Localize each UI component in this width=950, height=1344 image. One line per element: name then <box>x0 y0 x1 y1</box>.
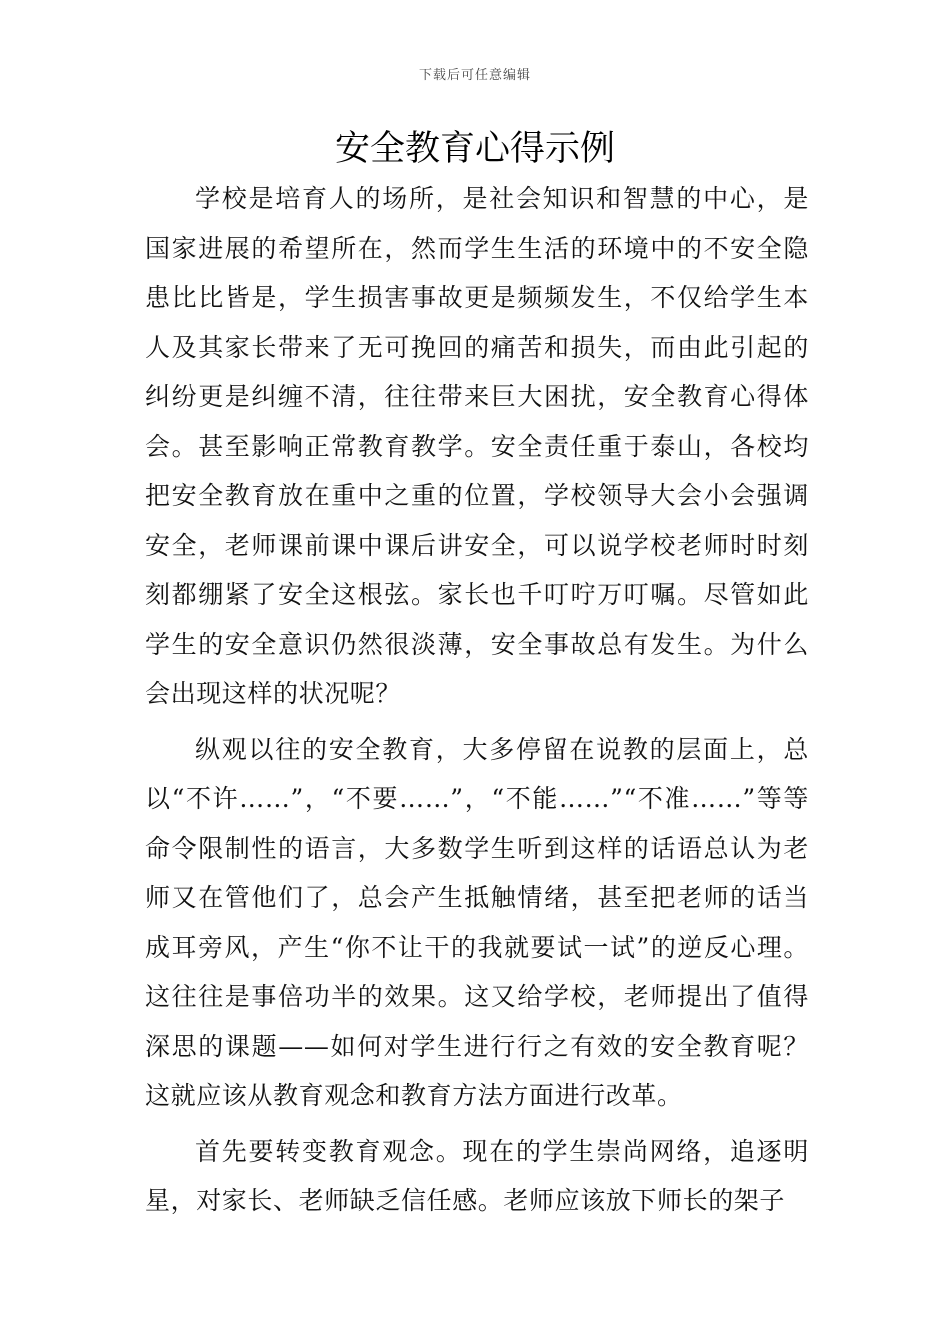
document-body <box>145 174 809 1232</box>
paragraph-3: 首先要转变教育观念。现在的学生崇尚网络，追逐明星，对家长、老师缺乏信任感。老师应该放下师长的架子 <box>145 1136 809 1215</box>
paragraph-2: 纵观以往的安全教育，大多停留在说教的层面上，总以“不许……”，“不要……”，“不能……”“不准……”等等命令限制性的语言，大多数学生听到这样的话语总认为老师又在管他们了，总会产生抵触情绪，甚至把老师的话当成耳旁风，产生“你不让干的我就要试一试”的逆反心理。这往往是事倍功半的效果。这又给学校，老师提出了值得深思的课题——如何对学生进行行之有效的安全教育呢？这就应该从教育观念和教育方法方面进行改革。 <box>145 734 809 1110</box>
paragraph-1: 学校是培育人的场所，是社会知识和智慧的中心，是国家进展的希望所在，然而学生生活的环境中的不安全隐患比比皆是，学生损害事故更是频频发生，不仅给学生本人及其家长带来了无可挽回的痛苦和损失，而由此引起的纠纷更是纠缠不清，往往带来巨大困扰，安全教育心得体会。甚至影响正常教育教学。安全责任重于泰山，各校均把安全教育放在重中之重的位置，学校领导大会小会强调安全，老师课前课中课后讲安全，可以说学校老师时时刻刻都绷紧了安全这根弦。家长也千叮咛万叮嘱。尽管如此学生的安全意识仍然很淡薄，安全事故总有发生。为什么会出现这样的状况呢？ <box>145 184 809 708</box>
page-header-note: 下载后可任意编辑 <box>418 68 531 83</box>
document-title: 安全教育心得示例 <box>334 129 615 169</box>
